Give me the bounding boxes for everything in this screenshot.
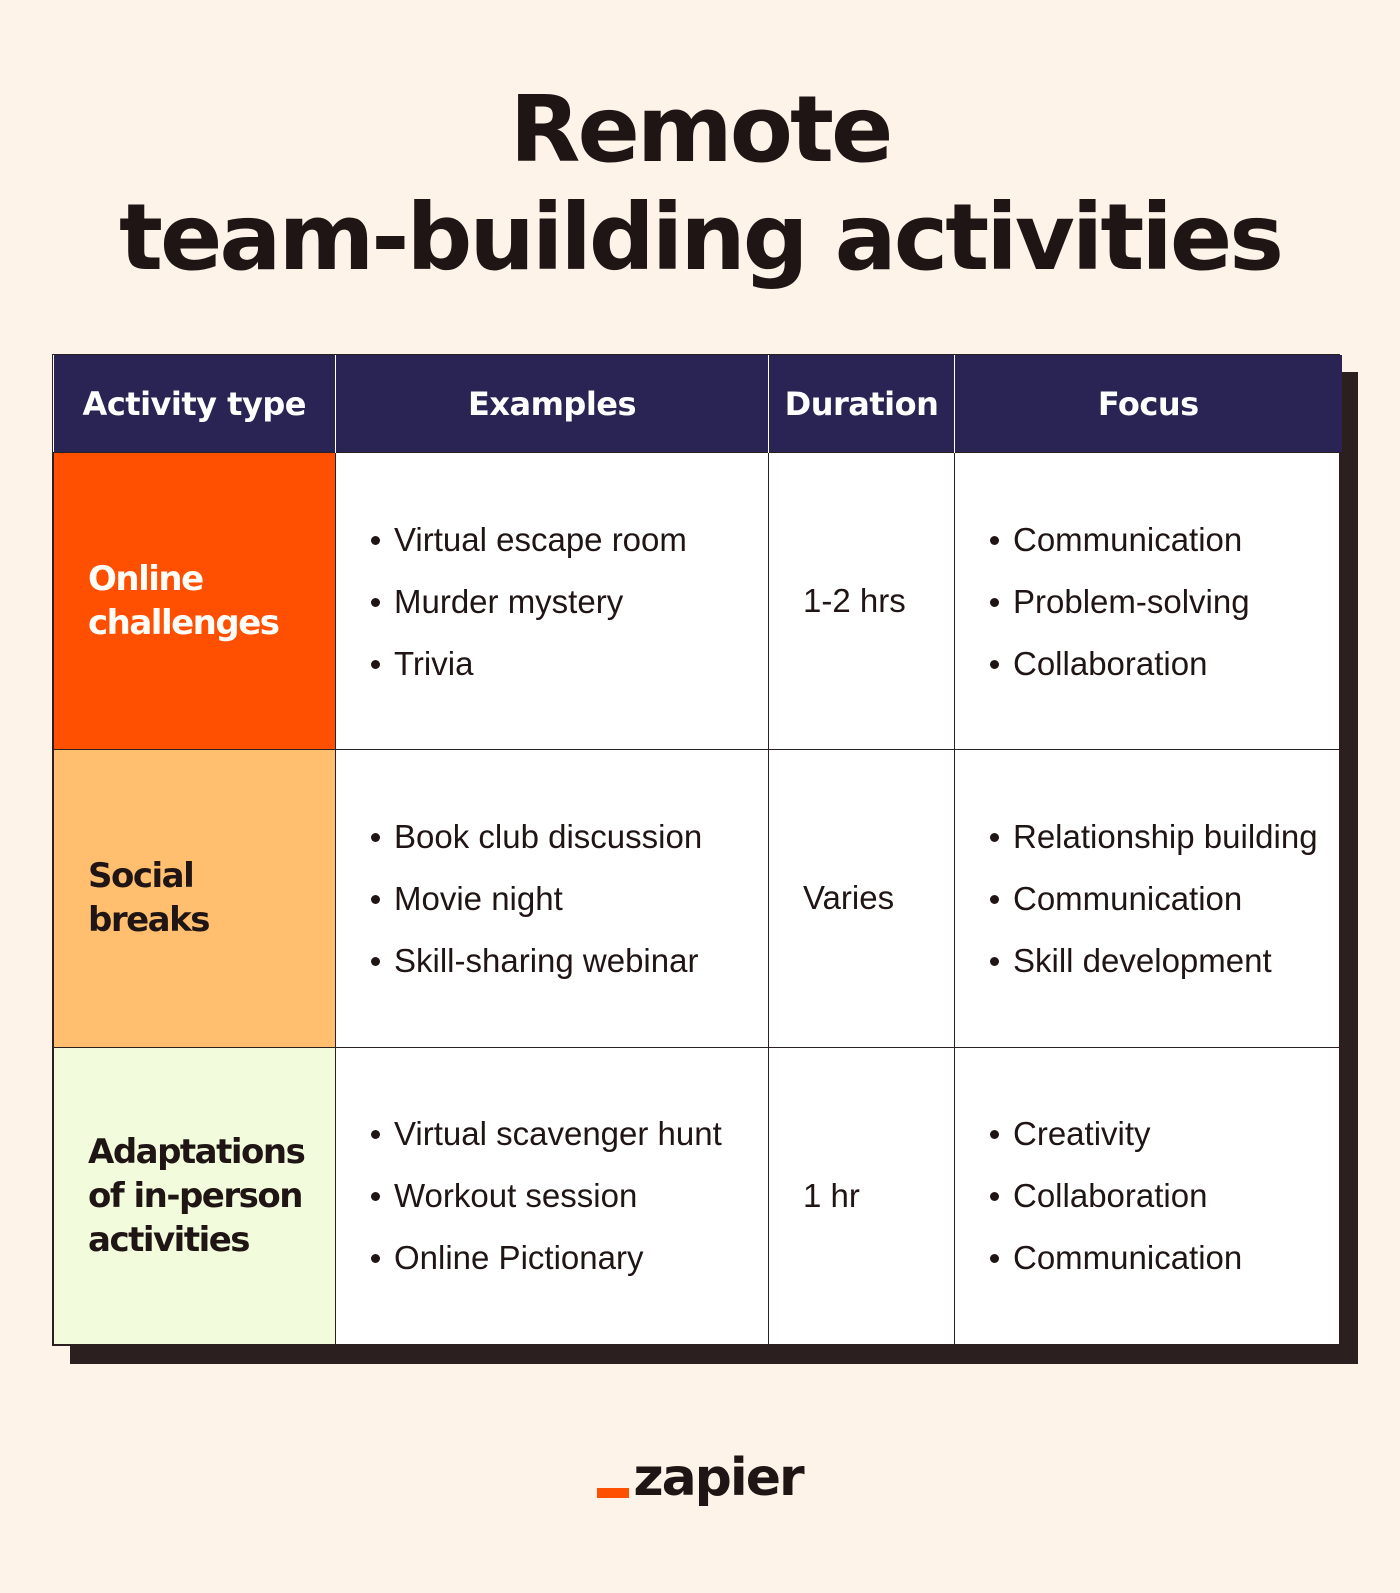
logo-underscore-icon bbox=[597, 1488, 629, 1498]
table-row bbox=[54, 750, 1342, 1047]
focus-cell bbox=[955, 453, 1342, 750]
list-item: Creativity bbox=[987, 1111, 1331, 1156]
list-item: Book club discussion bbox=[368, 814, 758, 859]
table-row bbox=[54, 453, 1342, 750]
list-item: Collaboration bbox=[987, 1173, 1331, 1218]
activities-table bbox=[52, 354, 1340, 1346]
title-line-2: team-building activities bbox=[118, 184, 1281, 291]
list-item: Communication bbox=[987, 1235, 1331, 1280]
focus-list bbox=[987, 1111, 1331, 1280]
duration-cell: 1 hr bbox=[769, 1047, 955, 1344]
header-focus: Focus bbox=[955, 355, 1342, 453]
list-item: Movie night bbox=[368, 876, 758, 921]
list-item: Skill-sharing webinar bbox=[368, 938, 758, 983]
list-item: Collaboration bbox=[987, 641, 1331, 686]
activity-type-cell: Adaptations of in-person activities bbox=[54, 1047, 336, 1344]
list-item: Virtual escape room bbox=[368, 517, 758, 562]
focus-list bbox=[987, 517, 1331, 686]
header-duration: Duration bbox=[769, 355, 955, 453]
activity-type-cell: Online challenges bbox=[54, 453, 336, 750]
examples-cell bbox=[336, 1047, 769, 1344]
activity-type-cell: Social breaks bbox=[54, 750, 336, 1047]
focus-cell bbox=[955, 1047, 1342, 1344]
examples-cell bbox=[336, 750, 769, 1047]
zapier-logo bbox=[0, 1448, 1400, 1511]
examples-cell bbox=[336, 453, 769, 750]
list-item: Workout session bbox=[368, 1173, 758, 1218]
duration-cell: 1-2 hrs bbox=[769, 453, 955, 750]
duration-cell: Varies bbox=[769, 750, 955, 1047]
list-item: Relationship building bbox=[987, 814, 1331, 859]
list-item: Communication bbox=[987, 517, 1331, 562]
list-item: Murder mystery bbox=[368, 579, 758, 624]
examples-list bbox=[368, 517, 758, 686]
list-item: Online Pictionary bbox=[368, 1235, 758, 1280]
header-activity-type: Activity type bbox=[54, 355, 336, 453]
focus-cell bbox=[955, 750, 1342, 1047]
examples-list bbox=[368, 814, 758, 983]
page-title bbox=[0, 76, 1400, 292]
table-row bbox=[54, 1047, 1342, 1344]
focus-list bbox=[987, 814, 1331, 983]
examples-list bbox=[368, 1111, 758, 1280]
header-examples: Examples bbox=[336, 355, 769, 453]
list-item: Problem-solving bbox=[987, 579, 1331, 624]
table-header-row bbox=[54, 355, 1342, 453]
list-item: Communication bbox=[987, 876, 1331, 921]
title-line-1: Remote bbox=[509, 76, 891, 183]
list-item: Skill development bbox=[987, 938, 1331, 983]
list-item: Virtual scavenger hunt bbox=[368, 1111, 758, 1156]
logo-text: zapier bbox=[633, 1448, 803, 1508]
list-item: Trivia bbox=[368, 641, 758, 686]
logo-mark bbox=[597, 1448, 802, 1508]
